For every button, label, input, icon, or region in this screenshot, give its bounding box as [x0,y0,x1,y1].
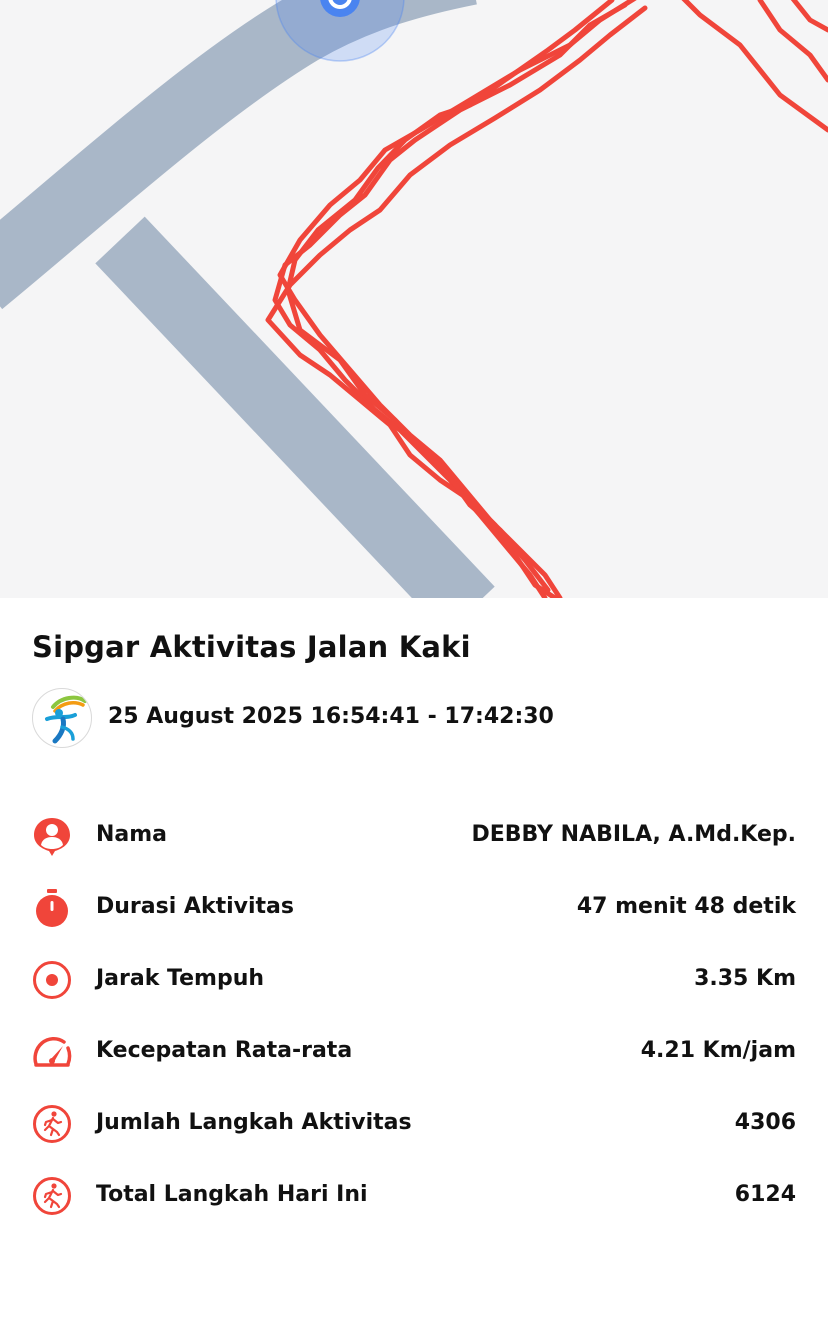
activity-datetime: 25 August 2025 16:54:41 - 17:42:30 [108,704,554,729]
stat-row-durasi [32,884,796,932]
stat-value: DEBBY NABILA, A.Md.Kep. [471,822,796,847]
stat-value: 47 menit 48 detik [576,894,796,919]
stopwatch-icon [32,888,72,928]
map-road [120,240,470,598]
stat-label: Total Langkah Hari Ini [96,1182,368,1207]
activity-info-panel [0,598,828,1328]
walking-person-icon [32,1104,72,1144]
stat-label: Jarak Tempuh [96,966,265,991]
stat-value: 4306 [734,1110,796,1135]
map-canvas [0,0,828,598]
logo-icon [33,689,92,748]
stat-label: Kecepatan Rata-rata [96,1038,353,1063]
stat-row-nama [32,812,796,860]
speedometer-icon [32,1032,72,1072]
stat-value: 6124 [734,1182,796,1207]
walking-person-icon [32,1176,72,1216]
sipgar-logo [32,688,92,748]
map-view[interactable] [0,0,828,598]
stat-label: Nama [96,822,168,847]
stat-label: Jumlah Langkah Aktivitas [96,1110,412,1135]
stat-value: 3.35 Km [694,966,796,991]
stat-row-total-langkah [32,1172,796,1220]
stat-label: Durasi Aktivitas [96,894,294,919]
target-icon [32,960,72,1000]
person-pin-icon [32,816,72,856]
stat-row-jumlah-langkah [32,1100,796,1148]
activity-title: Sipgar Aktivitas Jalan Kaki [32,630,471,664]
stat-row-kecepatan [32,1028,796,1076]
stat-value: 4.21 Km/jam [640,1038,796,1063]
stat-row-jarak [32,956,796,1004]
